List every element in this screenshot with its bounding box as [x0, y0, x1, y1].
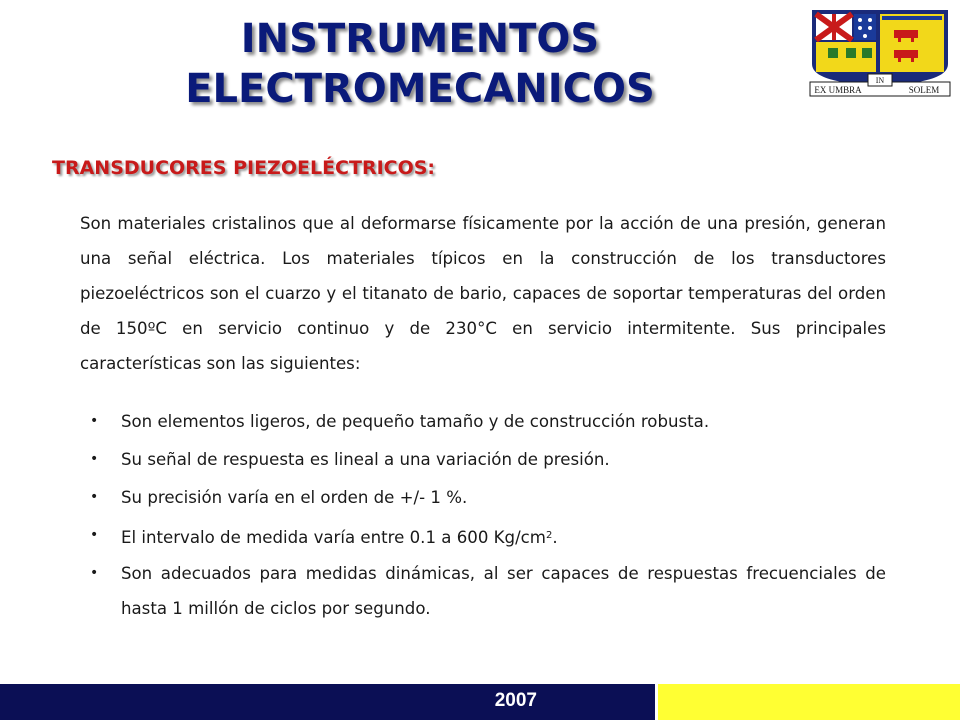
title-line-2: ELECTROMECANICOS: [185, 66, 655, 112]
university-crest-icon: [808, 6, 952, 98]
list-item-text: Su precisión varía en el orden de +/- 1 %.: [121, 488, 468, 507]
title-line-1: INSTRUMENTOS: [240, 16, 600, 62]
section-heading: TRANSDUCORES PIEZOELÉCTRICOS:: [52, 157, 436, 179]
bullet-icon: •: [90, 451, 99, 467]
footer-bar: [0, 684, 655, 720]
list-item: [90, 518, 886, 553]
list-item: [90, 480, 886, 515]
footer-accent: [658, 684, 960, 720]
bullet-icon: •: [90, 413, 99, 429]
bullet-icon: •: [90, 489, 99, 505]
footer-year: 2007: [494, 690, 537, 711]
list-item-text: El intervalo de medida varía entre 0.1 a 600 Kg/cm: [121, 528, 546, 547]
bullet-icon: •: [90, 565, 99, 581]
characteristics-list: [90, 404, 886, 629]
motto-center: IN: [875, 76, 885, 85]
list-item-text: Son adecuados para medidas dinámicas, al ser capaces de respuestas frecuenciales de hasta 1 millón de ciclos por segundo.: [121, 564, 886, 618]
list-item: [90, 404, 886, 439]
bullet-icon: •: [90, 527, 99, 543]
superscript: 2: [545, 530, 553, 541]
list-item: [90, 556, 886, 626]
list-item-end: .: [552, 528, 558, 547]
list-item: [90, 442, 886, 477]
motto-left: EX UMBRA: [814, 85, 862, 95]
motto-right: SOLEM: [908, 85, 940, 95]
list-item-text: Su señal de respuesta es lineal a una variación de presión.: [121, 450, 610, 469]
page-title: [120, 14, 720, 114]
list-item-text: Son elementos ligeros, de pequeño tamaño y de construcción robusta.: [121, 412, 710, 431]
intro-paragraph: Son materiales cristalinos que al deformarse físicamente por la acción de una presión, generan una señal eléctrica. Los materiales típicos en la construcción de los transductores piezoeléctricos son el cuarzo y el titanato de bario, capaces de soportar temperaturas del orden de 150ºC en servicio continuo y de 230°C en servicio intermitente. Sus principales características son las siguientes:: [80, 214, 886, 373]
